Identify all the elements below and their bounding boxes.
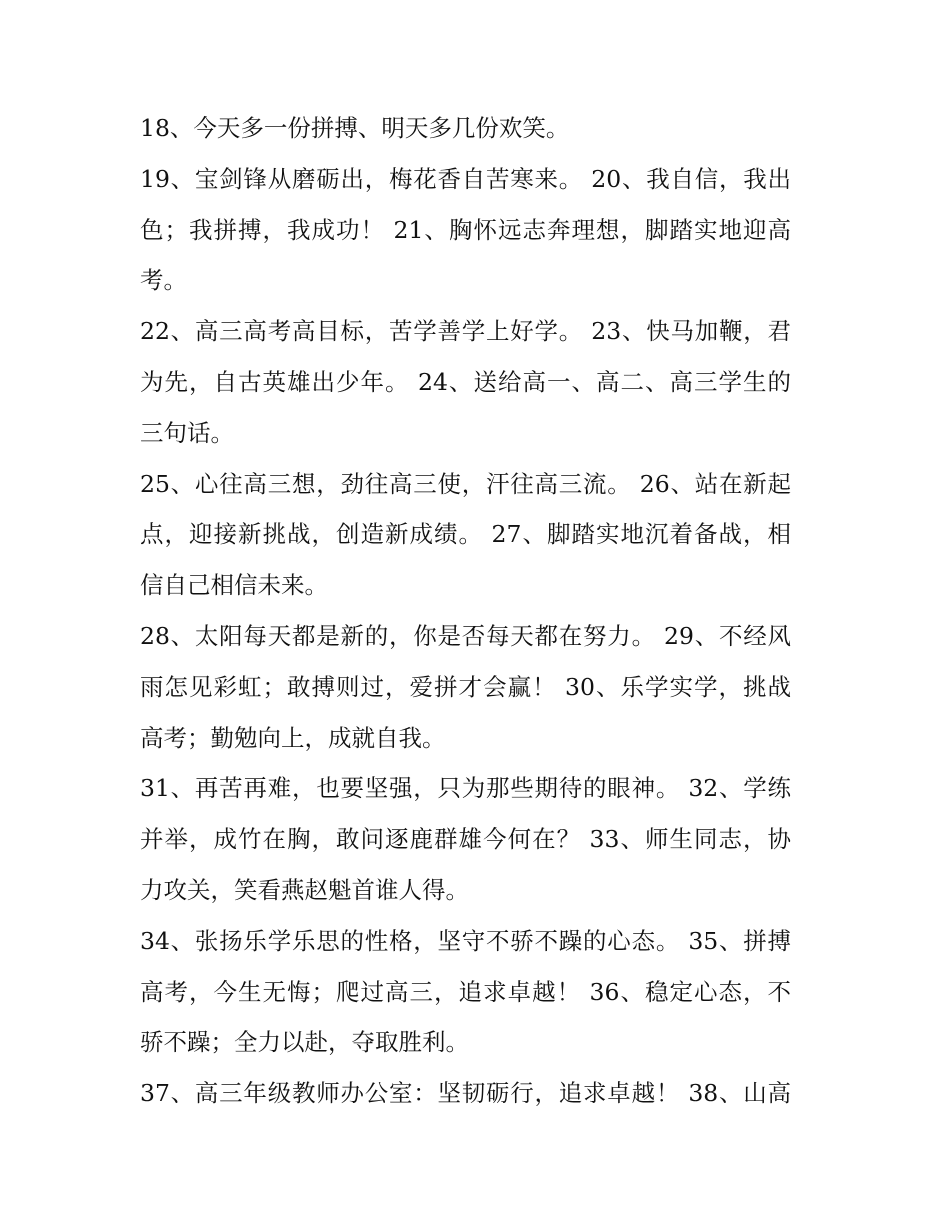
text-line: 三句话。 xyxy=(140,418,234,447)
text-line: 22、高三高考高目标，苦学善学上好学。 23、快马加鞭，君 xyxy=(140,317,791,346)
paragraph xyxy=(140,611,791,763)
text-line: 31、再苦再难，也要坚强，只为那些期待的眼神。 32、学练 xyxy=(140,774,791,803)
text-line: 19、宝剑锋从磨砺出，梅花香自苦寒来。 20、我自信，我出 xyxy=(140,164,791,193)
text-line: 37、高三年级教师办公室：坚韧砺行，追求卓越！ 38、山高 xyxy=(140,1079,791,1108)
paragraph xyxy=(140,1068,791,1119)
text-line: 雨怎见彩虹；敢搏则过，爱拼才会赢！ 30、乐学实学，挑战 xyxy=(140,672,791,701)
text-line: 骄不躁；全力以赴，夺取胜利。 xyxy=(140,1028,469,1057)
text-line: 并举，成竹在胸，敢问逐鹿群雄今何在？ 33、师生同志，协 xyxy=(140,825,791,854)
paragraph xyxy=(140,763,791,915)
text-line: 28、太阳每天都是新的，你是否每天都在努力。 29、不经风 xyxy=(140,621,791,650)
text-line: 信自己相信未来。 xyxy=(140,571,328,600)
text-line: 25、心往高三想，劲往高三使，汗往高三流。 26、站在新起 xyxy=(140,469,791,498)
paragraph xyxy=(140,459,791,611)
text-line: 高考；勤勉向上，成就自我。 xyxy=(140,723,446,752)
text-line: 色；我拼搏，我成功！ 21、胸怀远志奔理想，脚踏实地迎高 xyxy=(140,215,791,244)
paragraph xyxy=(140,306,791,458)
paragraph xyxy=(140,916,791,1068)
text-line: 力攻关，笑看燕赵魁首谁人得。 xyxy=(140,875,469,904)
text-line: 点，迎接新挑战，创造新成绩。 27、脚踏实地沉着备战，相 xyxy=(140,520,791,549)
document-page xyxy=(140,103,791,1119)
text-line: 高考，今生无悔；爬过高三，追求卓越！ 36、稳定心态，不 xyxy=(140,977,791,1006)
paragraph xyxy=(140,103,791,154)
paragraph xyxy=(140,154,791,306)
text-line: 为先，自古英雄出少年。 24、送给高一、高二、高三学生的 xyxy=(140,367,791,396)
text-line: 18、今天多一份拼搏、明天多几份欢笑。 xyxy=(140,114,570,142)
text-line: 考。 xyxy=(140,266,187,295)
text-line: 34、张扬乐学乐思的性格，坚守不骄不躁的心态。 35、拼搏 xyxy=(140,926,791,955)
